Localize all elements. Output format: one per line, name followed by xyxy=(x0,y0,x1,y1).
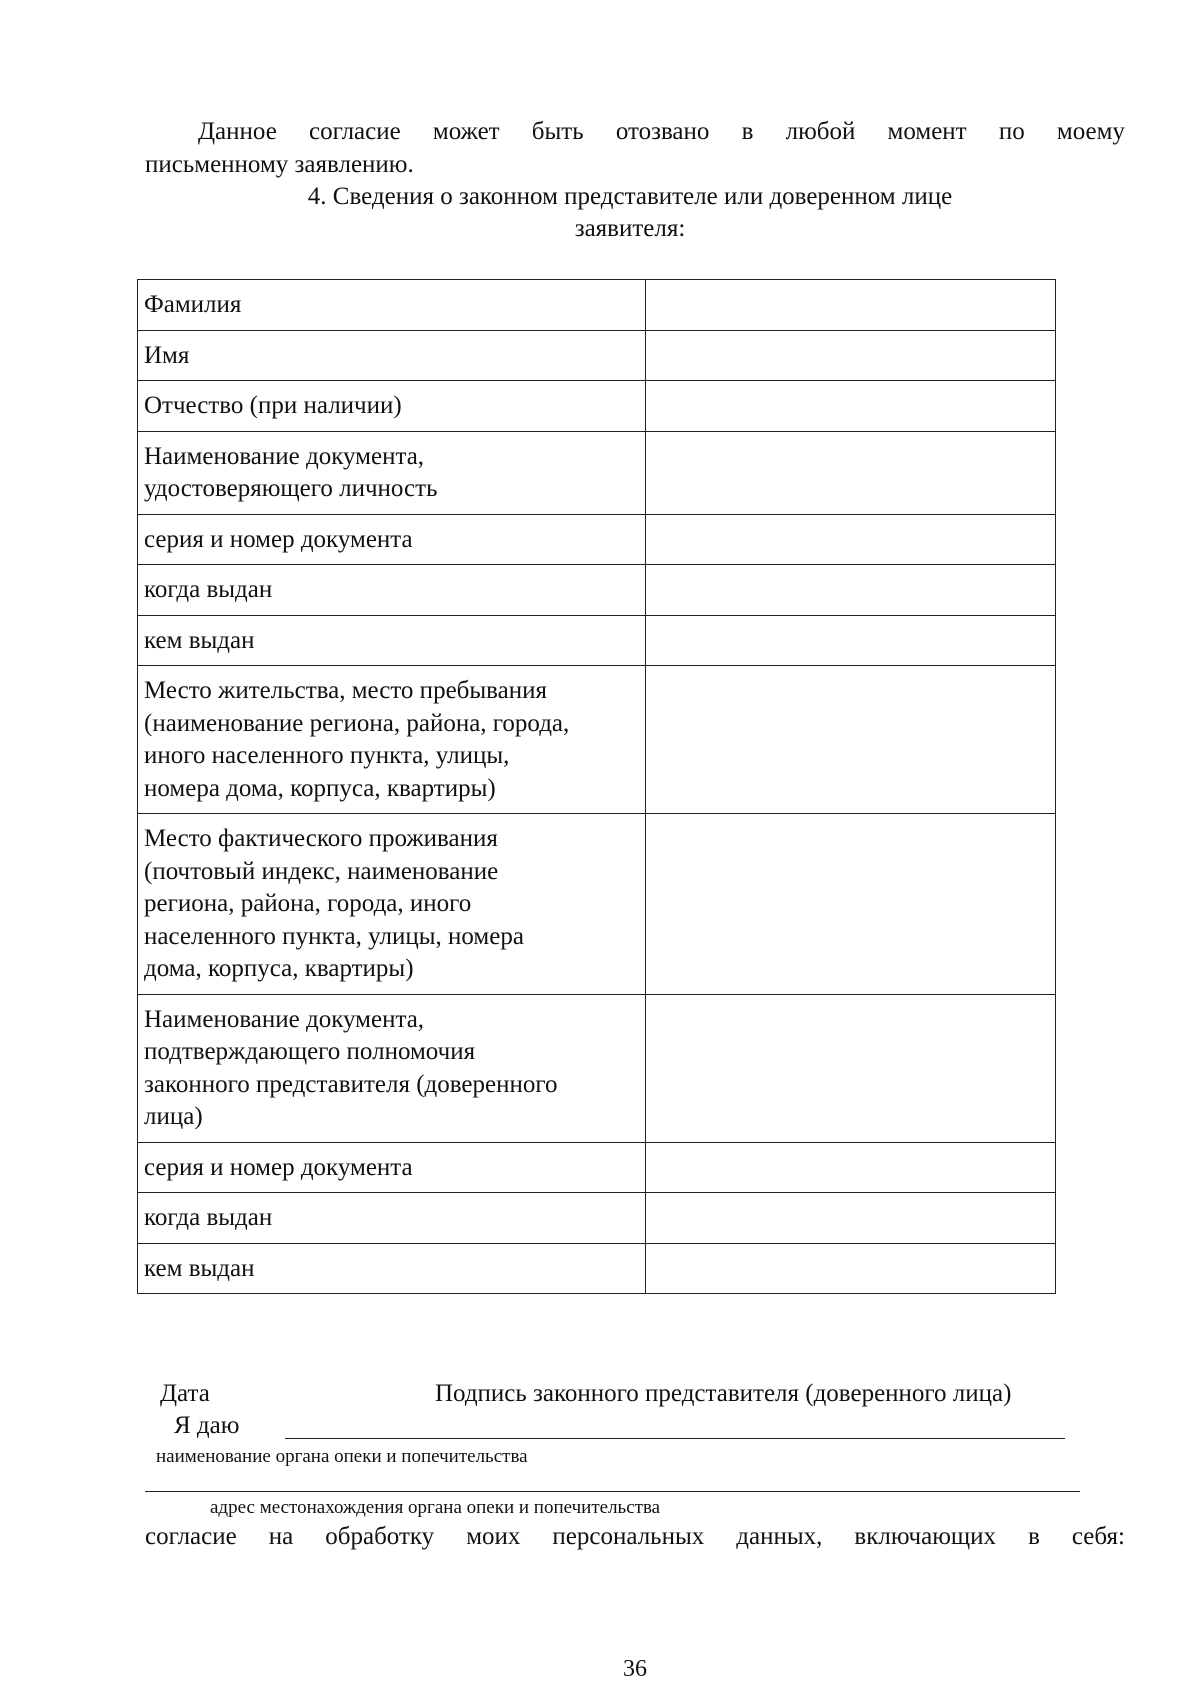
field-value-cell[interactable] xyxy=(646,381,1056,432)
field-label-cell xyxy=(138,1243,646,1294)
field-value-cell[interactable] xyxy=(646,1243,1056,1294)
consent-paragraph-word: может xyxy=(432,118,500,145)
table-row xyxy=(138,381,1056,432)
field-label-text: серия и номер документа xyxy=(144,1153,413,1181)
table-row xyxy=(138,280,1056,331)
field-label-text: номера дома, корпуса, квартиры) xyxy=(144,774,496,802)
field-label-text: Наименование документа, xyxy=(144,1005,425,1033)
field-label-cell xyxy=(138,381,646,432)
field-label-text: когда выдан xyxy=(144,1204,273,1231)
field-label-text: лица) xyxy=(144,1103,203,1130)
section-heading-line2: заявителя: xyxy=(574,215,686,242)
consent-grant-final-word: обработку xyxy=(325,1523,435,1550)
section-heading-line1: 4. Сведения о законном представителе или доверенном лице xyxy=(307,183,953,210)
field-label-text: когда выдан xyxy=(144,576,273,603)
field-label-cell xyxy=(138,330,646,381)
field-label-text: Место фактического проживания xyxy=(144,825,498,852)
consent-grant-final-word: себя: xyxy=(1071,1523,1125,1550)
field-value-cell[interactable] xyxy=(646,666,1056,814)
field-label-cell xyxy=(138,666,646,814)
table-row xyxy=(138,615,1056,666)
field-label-text: (наименование региона, района, города, xyxy=(144,709,570,737)
consent-grant-final-word: согласие xyxy=(145,1523,237,1550)
table-row xyxy=(138,994,1056,1142)
field-label-text: кем выдан xyxy=(144,626,255,654)
consent-grant-final-word: на xyxy=(268,1523,294,1550)
table-row xyxy=(138,330,1056,381)
consent-paragraph-word: моему xyxy=(1056,118,1125,145)
field-label-text: кем выдан xyxy=(144,1254,255,1282)
consent-grant-final-word: данных, xyxy=(736,1523,823,1550)
consent-paragraph-line1 xyxy=(198,116,1125,148)
table-row xyxy=(138,814,1056,995)
representative-info-table xyxy=(137,279,1056,1294)
consent-grant-final-word: включающих xyxy=(854,1523,997,1550)
field-label-text: региона, района, города, иного xyxy=(144,890,472,917)
field-label-cell xyxy=(138,431,646,514)
field-label-text: Имя xyxy=(144,341,190,369)
consent-paragraph-word: любой xyxy=(785,118,856,145)
field-label-cell xyxy=(138,280,646,331)
table-row xyxy=(138,1142,1056,1193)
consent-grant-prefix: Я даю xyxy=(174,1412,240,1439)
field-label-cell xyxy=(138,565,646,616)
field-label-text: Отчество (при наличии) xyxy=(144,392,402,419)
consent-paragraph-line2: письменному заявлению. xyxy=(145,151,414,178)
organ-name-line[interactable] xyxy=(285,1438,1065,1439)
organ-address-line[interactable] xyxy=(145,1491,1080,1492)
field-value-cell[interactable] xyxy=(646,330,1056,381)
consent-paragraph-word: в xyxy=(741,118,754,145)
field-value-cell[interactable] xyxy=(646,431,1056,514)
field-label-text: (почтовый индекс, наименование xyxy=(144,857,499,885)
table-row xyxy=(138,431,1056,514)
table-row xyxy=(138,1193,1056,1244)
date-label: Дата xyxy=(160,1380,210,1407)
table-row xyxy=(138,1243,1056,1294)
field-value-cell[interactable] xyxy=(646,994,1056,1142)
field-label-cell xyxy=(138,1142,646,1193)
field-label-text: дома, корпуса, квартиры) xyxy=(144,955,414,982)
field-label-text: Фамилия xyxy=(144,291,242,318)
field-label-cell xyxy=(138,994,646,1142)
field-label-text: населенного пункта, улицы, номера xyxy=(144,922,524,950)
field-value-cell[interactable] xyxy=(646,565,1056,616)
table-row xyxy=(138,514,1056,565)
field-value-cell[interactable] xyxy=(646,1193,1056,1244)
field-value-cell[interactable] xyxy=(646,514,1056,565)
consent-paragraph-word: Данное xyxy=(198,118,277,145)
field-label-text: законного представителя (доверенного xyxy=(144,1070,558,1098)
field-label-text: Наименование документа, xyxy=(144,442,425,470)
consent-grant-final-word: моих xyxy=(466,1523,521,1550)
table-row xyxy=(138,666,1056,814)
field-label-cell xyxy=(138,1193,646,1244)
organ-address-caption: адрес местонахождения органа опеки и попечительства xyxy=(210,1497,661,1518)
consent-grant-final-word: в xyxy=(1028,1523,1040,1550)
consent-grant-final-word: персональных xyxy=(552,1523,705,1550)
field-label-cell xyxy=(138,814,646,995)
field-label-text: иного населенного пункта, улицы, xyxy=(144,742,510,769)
field-value-cell[interactable] xyxy=(646,280,1056,331)
signature-label: Подпись законного представителя (доверенного лица) xyxy=(435,1380,1012,1407)
field-label-cell xyxy=(138,514,646,565)
consent-paragraph-word: момент xyxy=(887,118,967,145)
table-row xyxy=(138,565,1056,616)
field-label-text: подтверждающего полномочия xyxy=(144,1038,476,1065)
page-number: 36 xyxy=(623,1656,647,1682)
consent-paragraph-word: согласие xyxy=(309,118,401,145)
field-value-cell[interactable] xyxy=(646,615,1056,666)
field-label-text: серия и номер документа xyxy=(144,525,413,553)
field-value-cell[interactable] xyxy=(646,1142,1056,1193)
organ-name-caption: наименование органа опеки и попечительства xyxy=(156,1446,528,1467)
consent-grant-final-line xyxy=(145,1521,1125,1553)
consent-paragraph-word: быть xyxy=(531,118,584,145)
consent-paragraph-word: отозвано xyxy=(615,118,710,145)
field-label-cell xyxy=(138,615,646,666)
field-label-text: удостоверяющего личность xyxy=(144,475,438,502)
field-value-cell[interactable] xyxy=(646,814,1056,995)
consent-paragraph-word: по xyxy=(998,118,1025,145)
field-label-text: Место жительства, место пребывания xyxy=(144,677,548,704)
